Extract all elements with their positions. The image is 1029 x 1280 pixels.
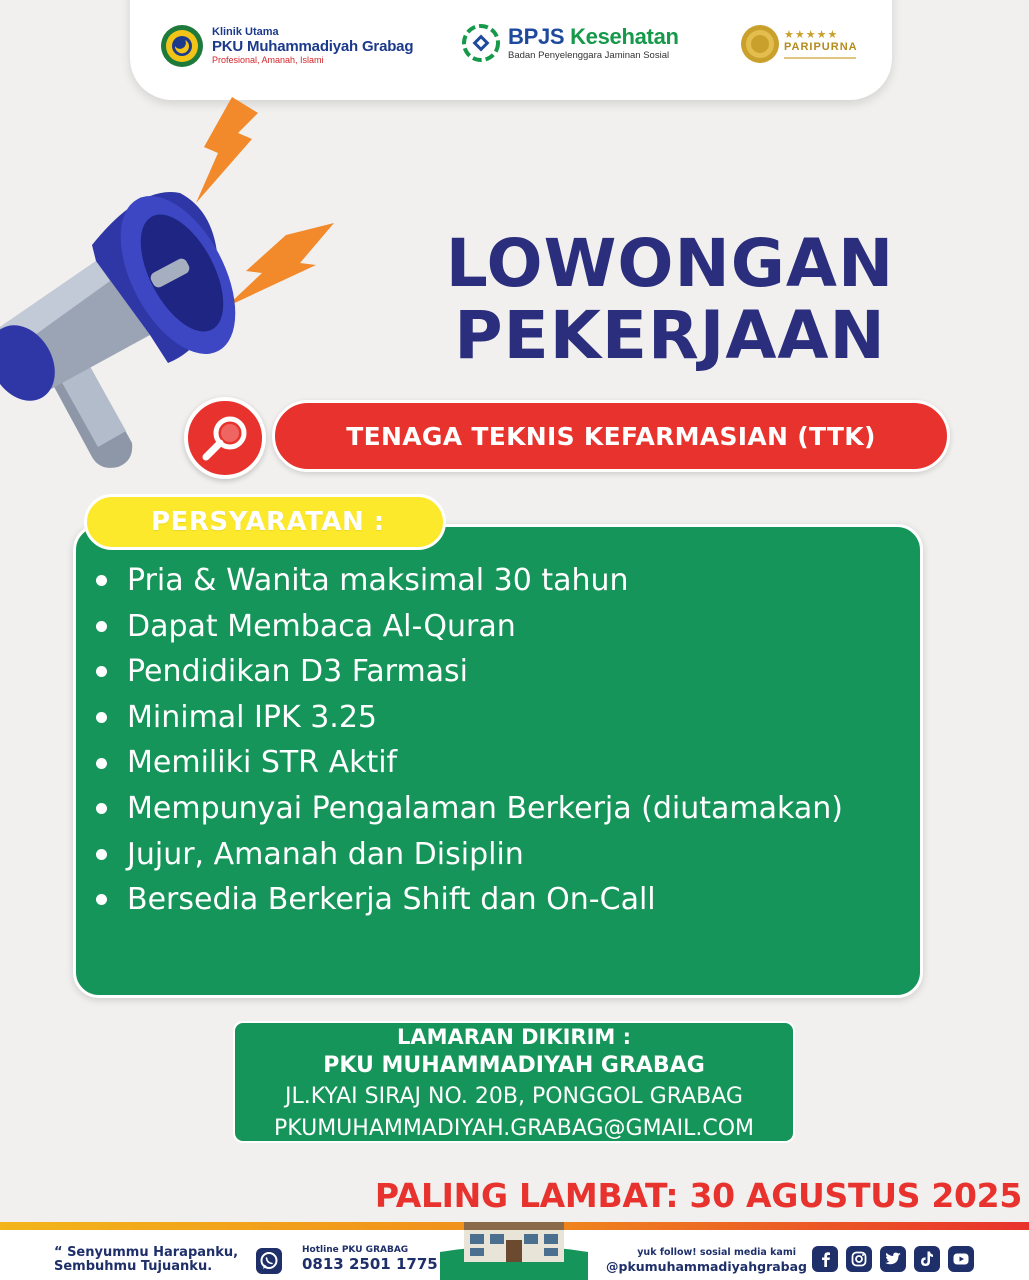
list-item: [92, 649, 843, 695]
bpjs-name-a: BPJS: [508, 23, 565, 49]
list-item: [92, 832, 843, 878]
list-item-text: Memiliki STR Aktif: [127, 745, 398, 781]
accreditation-label: PARIPURNA: [784, 41, 858, 53]
pku-tagline: Profesional, Amanah, Islami: [212, 55, 324, 65]
list-item-text: Mempunyai Pengalaman Berkerja (diutamakan): [127, 790, 843, 826]
application-heading: LAMARAN DIKIRIM :: [396, 1025, 631, 1049]
application-box: [233, 1021, 795, 1143]
bullet-icon: [96, 894, 107, 905]
list-item-text: Pendidikan D3 Farmasi: [127, 654, 469, 690]
social-handle[interactable]: @pkumuhammadiyahgrabag: [606, 1258, 807, 1274]
slogan-line1: “ Senyummu Harapanku,: [54, 1245, 239, 1260]
application-address: JL.KYAI SIRAJ NO. 20B, PONGGOL GRABAG: [285, 1084, 743, 1109]
header-card: [130, 0, 892, 100]
magnifier-icon: [200, 413, 250, 463]
medal-icon: [740, 24, 780, 64]
position-banner: TENAGA TEKNIS KEFARMASIAN (TTK): [272, 400, 950, 472]
pku-logo: [160, 24, 413, 68]
bpjs-subtitle: Badan Penyelenggara Jaminan Sosial: [508, 49, 670, 61]
application-email[interactable]: PKUMUHAMMADIYAH.GRABAG@GMAIL.COM: [273, 1116, 755, 1141]
list-item: [92, 695, 843, 741]
bullet-icon: [96, 666, 107, 677]
whatsapp-icon[interactable]: [256, 1248, 282, 1274]
social-icons: [812, 1246, 982, 1272]
deadline: PALING LAMBAT: 30 AGUSTUS 2025: [374, 1176, 1022, 1215]
twitter-icon[interactable]: [880, 1246, 906, 1272]
title-line2: PEKERJAAN: [454, 297, 886, 374]
facebook-icon[interactable]: [812, 1246, 838, 1272]
list-item-text: Bersedia Berkerja Shift dan On-Call: [127, 882, 656, 918]
bpjs-logo: [462, 24, 679, 62]
requirements-list: [92, 558, 843, 923]
tiktok-icon[interactable]: [914, 1246, 940, 1272]
list-item: [92, 604, 843, 650]
bpjs-emblem-icon: [462, 24, 500, 62]
building-icon: [440, 1210, 588, 1280]
hotline[interactable]: [302, 1246, 438, 1272]
title-line1: LOWONGAN: [445, 225, 895, 302]
bullet-icon: [96, 758, 107, 769]
follow-label: yuk follow! sosial media kami: [637, 1247, 796, 1258]
list-item-text: Pria & Wanita maksimal 30 tahun: [127, 563, 629, 598]
application-org: PKU MUHAMMADIYAH GRABAG: [323, 1053, 705, 1078]
bullet-icon: [96, 803, 107, 814]
search-badge: [184, 397, 266, 479]
list-item: [92, 877, 843, 923]
list-item-text: Minimal IPK 3.25: [127, 699, 377, 735]
bpjs-name-b: Kesehatan: [570, 23, 679, 49]
list-item: [92, 786, 843, 832]
bullet-icon: [96, 621, 107, 632]
list-item-text: Dapat Membaca Al-Quran: [127, 608, 516, 644]
requirements-label: PERSYARATAN :: [84, 494, 446, 550]
list-item: [92, 558, 843, 604]
list-item-text: Jujur, Amanah dan Disiplin: [127, 836, 524, 872]
accreditation-divider: [784, 57, 856, 59]
bullet-icon: [96, 712, 107, 723]
hotline-label: Hotline PKU GRABAG: [302, 1245, 409, 1255]
youtube-icon[interactable]: [948, 1246, 974, 1272]
lightning-bolt-icon: [196, 97, 258, 203]
pku-line2: PKU Muhammadiyah Grabag: [212, 38, 414, 55]
bullet-icon: [96, 575, 107, 586]
hotline-number[interactable]: 0813 2501 1775: [302, 1255, 438, 1273]
accreditation-stars: ★★★★★: [784, 28, 839, 41]
lightning-bolt-icon: [226, 223, 334, 307]
list-item: [92, 740, 843, 786]
slogan-line2: Sembuhmu Tujuanku.: [54, 1259, 213, 1274]
pku-emblem-icon: [160, 24, 204, 68]
page-title: [430, 225, 910, 374]
paripurna-logo: [740, 24, 858, 64]
instagram-icon[interactable]: [846, 1246, 872, 1272]
bullet-icon: [96, 849, 107, 860]
slogan: [54, 1246, 238, 1274]
pku-line1: Klinik Utama: [212, 26, 279, 38]
social-follow: [606, 1247, 807, 1274]
